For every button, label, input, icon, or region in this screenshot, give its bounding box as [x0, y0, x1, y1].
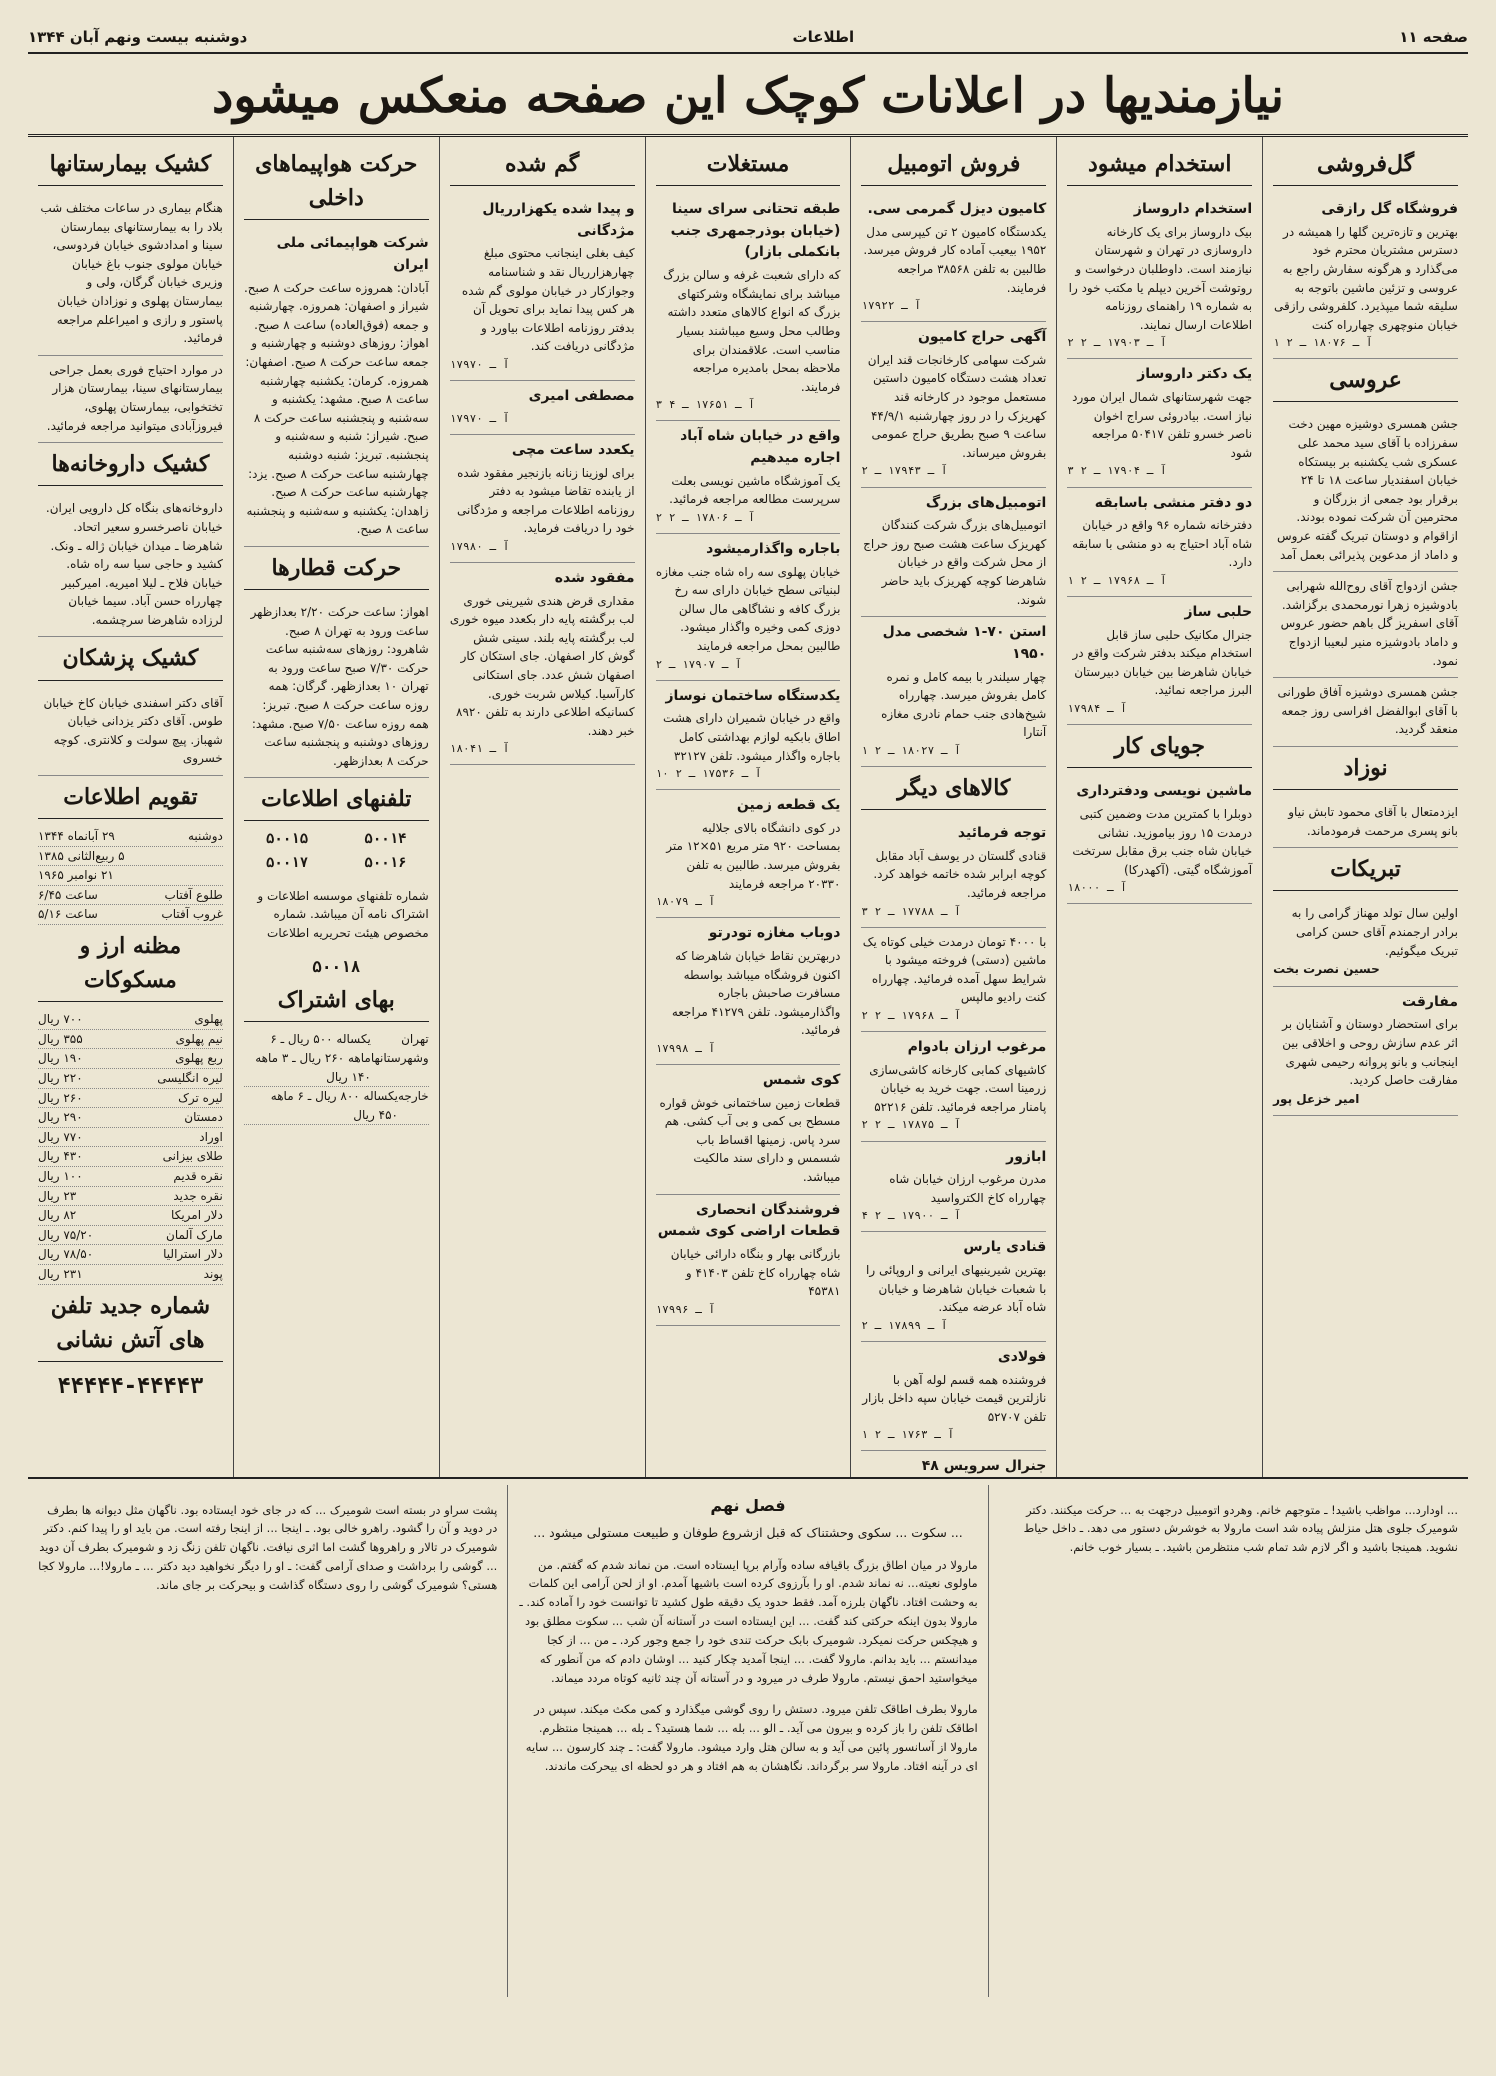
ad-text: دوبلرا با کمترین مدت وضمین کتبی درمدت ۱۵ روز بیاموزید. نشانی خیابان شاه جنب برق مقابل سرتخت آموزشگاه گیتی. (آکهدرکا)	[1072, 806, 1253, 877]
section-heading: مظنه ارز و مسکوکات	[38, 929, 223, 1002]
classified-ad	[450, 563, 635, 765]
classified-ad	[1273, 678, 1458, 747]
ad-title: کامیون دیزل گمرمی سی.	[867, 201, 1047, 218]
ad-code: آ ـ ۱۷۹۴۳ ـ ۲	[861, 464, 948, 478]
rates-row	[38, 1069, 223, 1089]
ad-code: آ ـ ۱۷۹۸۴	[1067, 702, 1127, 716]
ad-code: آ ـ ۱۷۸۰۶ ـ ۲ ۲	[655, 510, 755, 524]
ad-title: اتومبیل‌های بزرگ	[925, 494, 1047, 511]
serial-body-center: مارولا در میان اطاق بزرگ باقیافه ساده وآرام برپا ایستاده است. من نماند شدم که گفتم. من ماولوی نعیته... نه نماند شدم. او را بآرزوی کرده است باشیها آمدم. او از لحن آرامی این کلمات به وحشت افتاد. ناگهان بلرزه آمد. فقط حدود یک دقیقه طول کشید تا توانست خود را آماده کند. ـ مارولا بدون اینکه حرکتی کند گفت. ... این ایستاده است در آستانه آن شب ... سکوت مطلق بود و هیچکس حرکت نمیکرد. شومیرک بابک حرکت تندی خود را جمع وجور کرد. ـ من ... از کجا میدانستم ... باید بدانم. مارولا گفت. ... اینجا آمدید چکار کنید ... اوشان دادم که من آنطور که میخواستید احمق نیستم. مارولا طرف در میرود و در آستانه آن چند ثانیه کوتاه مردد میماند.	[519, 1557, 978, 1686]
row-value: یکساله ۵۰۰ ریال ـ ۶ ماهه ۲۶۰ ریال ـ ۳ ماهه ۱۴۰ ریال	[255, 1032, 371, 1084]
ad-text: قنادی گلستان در یوسف آباد مقابل کوچه ابرابر شده خاتمه خواهد کرد. مراجعه فرمائید.	[873, 848, 1047, 900]
classified-column	[645, 137, 851, 1477]
rates-row	[38, 1049, 223, 1069]
ad-title: ماشین نویسی ودفترداری	[1076, 783, 1253, 800]
classified-ad	[656, 790, 841, 918]
ad-title: طبقه تحتانی سرای سینا (خیابان بوذرجمهری جنب بانکملی بازار)	[670, 201, 841, 261]
row-label: دلار استرالیا	[163, 1247, 223, 1262]
classified-ad	[656, 1195, 841, 1326]
classified-ad	[656, 194, 841, 421]
classified-ad	[861, 1032, 1046, 1142]
rates-row	[38, 1226, 223, 1246]
row-label: دمستان	[184, 1110, 223, 1125]
header-strip	[28, 28, 1468, 54]
ad-title: دو دفتر منشی باسابقه	[1094, 494, 1253, 511]
ad-code: آ ـ ۱۷۸۹۹ ـ ۲	[861, 1318, 948, 1332]
ad-title: و پیدا شده یکهزارریال مژدگانی	[482, 201, 635, 239]
classified-ad	[861, 818, 1046, 928]
classified-ad	[656, 534, 841, 681]
ad-text: جهت شهرستانهای شمال ایران مورد نیاز است. بیادروئی سراج اخوان ناصر خسرو تلفن ۵۰۴۱۷ مراجعه شود	[1072, 390, 1253, 460]
classified-column	[439, 137, 645, 1477]
ad-text: هنگام بیماری در ساعات مختلف شب بلاد را به بیمارستانهای بیمارستان سینا و امدادشوی خیابان فردوسی، خیابان مولوی جنوب باغ خیابان وزیری خیابان گرگان، ولی و بیمارستان پهلوی و نوزادان خیابان پاستور و رازی و امیراعلم مراجعه فرمائید.	[40, 201, 223, 346]
rates-row	[38, 1265, 223, 1285]
ad-title: کوی شمس	[762, 1072, 841, 1088]
ad-title: واقع در خیابان شاه آباد اجاره میدهیم	[680, 428, 841, 467]
ad-text: خیابان پهلوی سه راه شاه جنب مغازه لبنیاتی سطح خیابان دارای سه رخ بزرگ کافه و نشاگاهی مال سالن دوزی کمی وخیره واگذار میشود. طالبین بمحل مراجعه فرمایند	[655, 564, 841, 654]
classified-ad	[861, 322, 1046, 487]
serial-col-right	[988, 1485, 1468, 1997]
ad-title: آگهی حراج کامیون	[917, 329, 1047, 346]
row-label: دلار امریکا	[171, 1208, 223, 1223]
row-label: پهلوی	[194, 1012, 223, 1027]
row-value: ۲۹ آبانماه ۱۳۴۴	[37, 829, 115, 844]
ad-text: ایزدمتعال با آقای محمود تابش نیاو بانو پسری مرحمت فرمودماند.	[1288, 805, 1458, 838]
page-number: صفحه ۱۱	[1399, 28, 1468, 46]
section-heading: کالاهای دیگر	[861, 771, 1046, 810]
classified-ad	[38, 689, 223, 776]
section-heading: تلفنهای اطلاعات	[244, 782, 429, 821]
row-value: ۲۱ نوامبر ۱۹۶۵	[37, 868, 114, 883]
ad-text: فروشنده همه قسم لوله آهن با نازلترین قیمت خیابان سپه داخل بازار تلفن ۵۲۷۰۷	[862, 1372, 1047, 1424]
phone-number: ۵۰۰۱۵	[265, 831, 309, 848]
calendar-row	[38, 827, 223, 847]
calendar-row	[38, 886, 223, 906]
classified-ad	[450, 194, 635, 381]
ad-title: یکدستگاه ساختمان نوساز	[665, 687, 841, 704]
section-heading: کشیک پزشکان	[38, 641, 223, 680]
classified-column	[1056, 137, 1262, 1477]
classified-ad	[656, 421, 841, 534]
ad-text: بازرگانی بهار و بنگاه دارائی خیابان شاه چهارراه کاخ تلفن ۴۱۴۰۳ و ۴۵۳۸۱	[670, 1247, 841, 1299]
ad-code: آ ـ ۱۷۶۳ ـ ۲ ۱	[861, 1428, 955, 1442]
rates-row	[38, 1245, 223, 1265]
row-value: ۵ ربیع‌الثانی ۱۳۸۵	[37, 848, 125, 863]
ad-text: بهترین شیرینیهای ایرانی و اروپائی را با شعبات خیابان شاهرضا و خیابان شاه آباد عرضه میکند.	[866, 1263, 1047, 1315]
classified-ad	[1067, 359, 1252, 487]
classified-ad	[244, 598, 429, 778]
row-label: نیم پهلوی	[175, 1031, 223, 1046]
row-value: ۲۳۱ ریال	[37, 1266, 83, 1281]
row-value: ۷۸/۵۰ ریال	[37, 1247, 94, 1262]
row-value: ۴۳۰ ریال	[37, 1149, 83, 1164]
section-heading: کشیک بیمارستانها	[38, 147, 223, 186]
ad-signature: حسین نصرت بخت	[1273, 962, 1380, 977]
ad-title: یک دکتر داروساز	[1137, 366, 1253, 383]
rates-row	[38, 1010, 223, 1030]
ad-code: آ ـ ۱۷۹۰۷ ـ ۲	[655, 657, 742, 671]
row-label: نقره جدید	[173, 1188, 223, 1203]
classified-ad	[861, 194, 1046, 322]
ad-code: آ ـ ۱۷۸۷۵ ـ ۲ ۲	[861, 1118, 961, 1132]
fire-dept-number: ۴۴۴۴۴-۴۴۴۴۳	[57, 1373, 204, 1399]
ad-text: اهواز: ساعت حرکت ۲/۲۰ بعدازظهر ساعت ورود به تهران ۸ صبح. شاهرود: روزهای سه‌شنبه ساعت حرکت ۷/۳۰ صبح ساعت ورود به تهران ۱۰ بعدازظهر. گرگان: همه روزه ساعت حرکت ۸ صبح. تبریز: همه روزه ساعت ۷/۵۰ صبح. مشهد: روزهای دوشنبه و پنجشنبه ساعت حرکت ۸ بعدازظهر.	[250, 604, 429, 768]
section-heading: تقویم اطلاعات	[38, 780, 223, 819]
ad-code: آ ـ ۱۷۹۰۴ ـ ۲ ۳	[1067, 464, 1167, 478]
classified-ad	[1067, 776, 1252, 904]
rates-row	[38, 1206, 223, 1226]
row-label: طلوع آفتاب	[164, 887, 223, 902]
classified-ad	[38, 356, 223, 443]
ad-text: یکدستگاه کامیون ۲ تن کیپرسی مدل ۱۹۵۲ بیعیب آماده کار فروش میرسد. طالبین به تلفن ۳۸۵۶۸ مراجعه فرمایند.	[863, 224, 1047, 295]
classified-ad	[656, 681, 841, 791]
classified-column	[233, 137, 439, 1477]
row-label: پوند	[203, 1266, 223, 1281]
banner-headline: نیازمندیها در اعلانات کوچک این صفحه منعکس میشود	[28, 54, 1468, 137]
ad-title: دوباب مغازه تودرتو	[708, 925, 841, 942]
calendar-table	[38, 827, 223, 925]
ad-title: فروشگاه گل رازقی	[1321, 201, 1458, 218]
row-value: ۳۵۵ ریال	[37, 1031, 83, 1046]
ad-signature: امیر خزعل پور	[1273, 1091, 1360, 1106]
ad-title: یک قطعه زمین	[736, 797, 841, 814]
rates-row	[38, 1030, 223, 1050]
ad-text: بیک داروساز برای یک کارخانه داروسازی در تهران و شهرستان نیازمند است. داوطلبان درخواست و روتوشت آخرین دیپلم یا مکتب خود را به شماره ۱۹ راهنمای روزنامه اطلاعات ارسال نمایند.	[1068, 224, 1253, 332]
calendar-row	[38, 847, 223, 867]
classified-column	[850, 137, 1056, 1477]
row-value: یکساله ۸۰۰ ریال ـ ۶ ماهه ۴۵۰ ریال	[270, 1089, 398, 1122]
row-value: ۷۵/۲۰ ریال	[37, 1227, 94, 1242]
serial-body-right: مارولا بطرف اطاقک تلفن میرود. دستش را روی گوشی میگذارد و کمی مکث میکند. سپس در اطاقک تلفن را باز کرده و بیرون می آید. ـ الو ... بله ... شما هستید؟ ـ بله ... همینجا منتظرم. مارولا از آسانسور پائین می آید و به سالن هتل وارد میشود. مارولا گفت: ـ چند کارسون ... سایه ای در آینه افتاد. مارولا سر برگرداند. نگاهشان به هم افتاد و هر دو لحظه ای بیحرکت ماندند.	[525, 1701, 978, 1773]
ad-text: جشن همسری دوشیزه مهین دخت سفرزاده با آقای سید محمد علی عسکری شب یکشنبه بر بیستکاه خیابان اسفندیار ساعت ۱۸ تا ۲۴ برقرار بود جمعی از بزرگان و محترمین آن شرکت نموده بودند. ازاقوام و دوستان تبریک گفته عروس و داماد از مدعوین پذیرائی بعمل آمد	[1276, 417, 1458, 562]
row-label: طلای بیزانی	[162, 1149, 223, 1164]
ad-text: مدرن مرغوب ارزان خیابان شاه چهارراه کاخ الکترواسید	[889, 1172, 1047, 1205]
ad-text: یک آموزشگاه ماشین نویسی بعلت سرپرست مطالعه مراجعه فرمائید.	[669, 473, 841, 507]
ad-code: آ ـ ۱۷۹۶۸ ـ ۲ ۱	[1067, 573, 1167, 587]
ad-text: با ۴۰۰۰ تومان درمدت خیلی کوتاه یک ماشین (دستی) فروخته میشود با شرایط سهل آمده فرمائید. چهارراه کنت رادیو مالپس	[862, 934, 1047, 1005]
ad-text: کیف بغلی اینجانب محتوی مبلغ چهارهزارریال نقد و شناسنامه وجوازکار در خیابان مولوی گم شده هر کس پیدا نماید برای تحویل آن بدفتر روزنامه اطلاعات بیاورد و مژدگانی دریافت کند.	[461, 246, 635, 354]
calendar-row	[38, 866, 223, 886]
ad-text: اتومبیل‌های بزرگ شرکت کنندگان کهریزک ساعت هشت صبح روز حراج از محل شرکت واقع در خیابان شاهرضا کوچه کهریزک باید حاضر شوند.	[863, 518, 1047, 607]
ad-code: آ ـ ۱۸۰۷۶ ـ ۲ ۱	[1273, 336, 1373, 350]
ad-code: آ ـ ۱۷۹۷۰	[449, 358, 510, 372]
classified-ad	[861, 1451, 1046, 1477]
row-label: مارک آلمان	[166, 1227, 223, 1242]
issue-date: دوشنبه بیست ونهم آبان ۱۳۴۴	[28, 28, 248, 46]
ad-text: آقای دکتر اسفندی خیابان کاخ خیابان طوس. آقای دکتر یزدانی خیابان شهباز. پیچ سولت و کلانتری. کوچه خسروی	[43, 695, 223, 766]
section-heading: حرکت هواپیماهای داخلی	[244, 147, 429, 220]
section-heading: عروسی	[1273, 363, 1458, 402]
ad-text: کاشیهای کمابی کارخانه کاشی‌سازی زرمینا است. جهت خرید به خیابان پامنار مراجعه فرمائید. تلفن ۵۲۲۱۶	[869, 1062, 1047, 1114]
classified-ad	[1273, 899, 1458, 986]
ad-text: برای استحضار دوستان و آشنایان بر اثر عدم سازش روحی و اخلاقی بین اینجانب و بانو پروانه رحیمی شهری مفارقت حاصل کردید.	[1282, 1017, 1458, 1088]
classified-ad	[450, 381, 635, 435]
classified-columns	[28, 137, 1468, 1479]
serial-title: فصل نهم	[710, 1496, 786, 1515]
editorial-phone: ۵۰۰۱۸	[312, 956, 361, 976]
ad-title: استن ۷۰-۱ شخصی مدل ۱۹۵۰	[882, 624, 1047, 662]
ad-title: فولادی	[997, 1348, 1047, 1365]
ad-code: آ ـ ۱۸۰۲۷ ـ ۲ ۱	[861, 743, 961, 757]
section-heading: گل‌فروشی	[1273, 147, 1458, 186]
rates-row	[38, 1089, 223, 1109]
ad-code: آ ـ ۱۷۷۸۸ ـ ۲ ۳	[861, 904, 961, 918]
row-value: ۲۶۰ ریال	[37, 1090, 83, 1105]
paper-name: اطلاعات	[792, 28, 855, 46]
ad-code: آ ـ ۱۷۹۹۸	[655, 1041, 716, 1055]
serial-body-left: پشت سراو در بسته است شومیرک ... که در جای خود ایستاده بود. ناگهان مثل دیوانه ها بطرف در دوید و آن را گشود. راهرو خالی بود. ـ اینجا ... از اینجا رفته است. من باید او را پیدا کنم. دکتر شومیرک در تالار و راهروها گشت اما اثری نیافت. ناگهان تلفن زنگ زد و شومیرک بطرف آن دوید ... گوشی را برداشت و صدای آرامی گفت: ـ او را دیگر نخواهید دید دکتر ... ـ مارولا!... مارولا کجا هستی؟ شومیرک گوشی را روی دستگاه گذاشت و بیحرکت بر جای ماند.	[38, 1502, 498, 1593]
classified-ad	[450, 435, 635, 563]
ad-text: مقداری قرض هندی شیرینی خوری لب برگشته پایه دار بکعدد میوه خوری لب برگشته پایه بلند. سینی شش گوش کار اصفهان. جای استکان کار اصفهان شش عدد. جای استکانی کارآسیا. کیلاس شربت خوری. کسانیکه اطلاعی دارند به تلفن ۸۹۲۰ خبر دهند.	[449, 593, 635, 738]
section-heading: مستغلات	[656, 147, 841, 186]
rates-row	[38, 1128, 223, 1148]
section-heading: استخدام میشود	[1067, 147, 1252, 186]
ad-text: دربهترین نقاط خیابان شاهرضا که اکنون فروشگاه میباشد بواسطه مسافرت صاحبش باجاره واگذارمیشود. تلفن ۴۱۲۷۹ مراجعه فرمائید.	[671, 948, 841, 1038]
classified-ad	[1273, 410, 1458, 572]
row-label: خارجه	[397, 1089, 429, 1104]
row-value: ساعت ۵/۱۶	[37, 907, 98, 922]
serial-intro: ... اودارد... مواظب باشید! ـ متوجهم خانم. وهردو اتومبیل درجهت به ... حرکت میکنند. دکتر شومیرک جلوی هتل منزلش پیاده شد است مارولا به خوشرش دستور می دهد. ـ داخل حیاط نشوید. همینجا باشید و اگر لازم شد تمام شب منتظرمن باشید. ـ بسیار خوب خانم.	[1023, 1502, 1458, 1555]
ad-title: حلبی ساز	[1184, 604, 1253, 621]
ad-text: بهترین و تازه‌ترین گلها را همیشه در دسترس مشتریان محترم خود می‌گذارد و هرگونه سفارش راجع به عروسی و تزئین ماشین باتوجه به سلیقه شما میپذیرد. کلفروشی رازقی خیابان منوچهری چهارراه کنت	[1273, 224, 1458, 332]
ad-code: آ ـ ۱۷۹۶۸ ـ ۲ ۲	[861, 1008, 961, 1022]
ad-text: داروخانه‌های بنگاه کل دارویی ایران. خیابان ناصرخسرو سعیر اتحاد. شاهرضا ـ میدان خیابان ژاله ـ ونک. کشید و حاجی سیا سه راه شاه. خیابان فلاح ـ لیلا امیریه. امیرکبیر چهارراه حسن آباد. سیما خیابان لرزاده شاهرضا سرچشمه.	[45, 501, 223, 627]
ad-text: جشن همسری دوشیزه آفاق طورانی با آقای ابوالفضل افراسی روز جمعه منعقد گردید.	[1277, 685, 1458, 737]
ad-text: جنرال مکانیک حلبی ساز قابل استخدام میکند بدفتر شرکت واقع در خیابان شاهرضا بین خیابان دبیرستان البرز مراجعه نمائید.	[1072, 627, 1253, 698]
section-heading: نوزاد	[1273, 751, 1458, 790]
ad-code: آ ـ ۱۷۹۷۰	[449, 411, 510, 425]
classified-ad	[656, 918, 841, 1065]
row-value: ساعت ۶/۴۵	[37, 887, 98, 902]
ad-text: که دارای شعبت غرفه و سالن بزرگ میباشد برای نمایشگاه وشرکتهای بزرگ که انواع کالاهای متعدد داشته وطالب محل وسیع میباشند بسیار مناسب است. علاقمندان برای ملاحظه بمحل بامدیره مراجعه فرمایند.	[663, 268, 841, 394]
classified-ad	[1067, 488, 1252, 598]
section-heading: جویای کار	[1067, 729, 1252, 768]
ad-code: آ ـ ۱۷۹۸۰	[449, 539, 510, 553]
ad-title: یکعدد ساعت مچی	[511, 441, 635, 458]
row-label: اوراد	[199, 1129, 223, 1144]
classified-ad	[861, 928, 1046, 1032]
row-value: ۲۳ ریال	[37, 1188, 77, 1203]
serial-col-center	[507, 1485, 987, 1997]
section-heading: کشیک داروخانه‌ها	[38, 447, 223, 486]
ad-code: آ ـ ۱۷۹۲۲	[861, 299, 922, 313]
ad-text: اولین سال تولد مهناز گرامی را به برادر ارجمندم آقای حسن کرامی تبریک میگوئیم.	[1291, 906, 1458, 958]
row-label: تهران وشهرستانها	[370, 1032, 429, 1066]
classified-column	[1262, 137, 1468, 1477]
classified-ad	[38, 494, 223, 637]
rates-table	[38, 1010, 223, 1284]
ad-code: آ ـ ۱۷۹۰۳ ـ ۲ ۲	[1067, 336, 1167, 350]
ad-code: آ ـ ۱۸۰۰۰	[1067, 881, 1127, 895]
phone-note: شماره تلفنهای موسسه اطلاعات و اشتراک نامه آن میباشد. شماره مخصوص هیئت تحریریه اطلاعات	[257, 888, 429, 940]
section-heading: تبریکات	[1273, 852, 1458, 891]
phone-number: ۵۰۰۱۷	[265, 855, 309, 872]
ad-text: قطعات زمین ساختمانی خوش قواره مسطح بی کمی و بی آب کشی. هم سرد پاس. زمینها اقساط باب شسمس و دارای سند مالکیت میباشد.	[659, 1095, 841, 1185]
classified-ad	[1273, 798, 1458, 848]
ad-title: توجه فرمائید	[957, 825, 1047, 842]
row-value: ۱۹۰ ریال	[37, 1051, 83, 1066]
section-heading: فروش اتومبیل	[861, 147, 1046, 186]
row-label: غروب آفتاب	[161, 907, 223, 922]
classified-ad	[861, 488, 1046, 618]
section-heading: شماره جدید تلفن های آتش نشانی	[38, 1289, 223, 1362]
classified-ad	[1067, 194, 1252, 359]
classified-ad	[1273, 987, 1458, 1117]
classified-ad	[1273, 194, 1458, 359]
ad-code: آ ـ ۱۷۹۹۶	[655, 1302, 716, 1316]
ad-title: قنادی یارس	[963, 1239, 1047, 1256]
classified-ad	[656, 1065, 841, 1195]
section-heading: گم شده	[450, 147, 635, 186]
calendar-row	[38, 905, 223, 925]
row-value: ۷۰۰ ریال	[37, 1012, 83, 1027]
section-heading: حرکت قطارها	[244, 551, 429, 590]
classified-ad	[861, 1342, 1046, 1452]
classified-ad	[861, 1142, 1046, 1233]
ad-title: شرکت هواپیمائی ملی ایران	[276, 235, 429, 273]
ad-title: مرغوب ارزان بادوام	[907, 1038, 1047, 1055]
row-value: ۸۲ ریال	[37, 1208, 77, 1223]
ad-title: جنرال سرویس ۴۸	[921, 1458, 1047, 1475]
subscription-table	[244, 1030, 429, 1125]
ad-text: واقع در خیابان شمیران دارای هشت اطاق بابکیه لوازم بهداشتی کامل باجاره واگذار میشود. تلفن ۳۲۱۲۷	[663, 711, 841, 763]
ad-text: دفترخانه شماره ۹۶ واقع در خیابان شاه آباد احتیاج به دو منشی با سابقه دارد.	[1072, 518, 1253, 570]
row-value: ۱۰۰ ریال	[37, 1168, 83, 1183]
row-value: ۲۲۰ ریال	[37, 1070, 83, 1085]
row-label: لیره انگلیسی	[157, 1070, 223, 1085]
ad-title: مفقود شده	[554, 569, 635, 586]
classified-ad	[1273, 572, 1458, 678]
row-label: لیره ترک	[178, 1090, 223, 1105]
row-value: ۲۹۰ ریال	[37, 1110, 83, 1125]
rates-row	[38, 1187, 223, 1207]
ad-text: چهار سیلندر با بیمه کامل و نمره کامل بفروش میرسد. چهارراه شیخ‌هادی جنب حمام نادری مغازه آنتارا	[881, 669, 1047, 740]
ad-title: فروشندگان انحصاری قطعات اراضی کوی شمس	[657, 1201, 841, 1240]
serial-col-left	[28, 1485, 507, 1997]
phone-number: ۵۰۰۱۶	[364, 855, 407, 872]
ad-code: آ ـ ۱۷۶۵۱ ـ ۴ ۳	[655, 398, 755, 412]
ad-title: استخدام داروساز	[1133, 201, 1253, 218]
subscription-row	[244, 1087, 429, 1125]
ad-text: برای لوزینا زنانه بازنجیر مفقود شده از یابنده تقاضا میشود به دفتر روزنامه اطلاعات مراجعه و مژدگانی خود را دریافت فرماید.	[456, 465, 635, 536]
ad-code: آ ـ ۱۸۰۷۹	[655, 895, 716, 909]
ad-text: آبادان: همروزه ساعت حرکت ۸ صبح. شیراز و اصفهان: همروزه. چهارشنبه و جمعه (فوق‌العاده) ساعت ۸ صبح. اهواز: روزهای دوشنبه و چهارشنبه و جمعه ساعت حرکت ۸ صبح. اصفهان: همروزه. کرمان: یکشنبه چهارشنبه ساعت ۸ صبح. مشهد: یکشنبه و سه‌شنبه و پنجشنبه ساعت حرکت ۸ صبح. شیراز: شنبه و سه‌شنبه و پنجشنبه. تبریز: شنبه دوشنبه چهارشنبه ساعت حرکت ۸ صبح. یزد: چهارشنبه ساعت حرکت ۸ صبح. زاهدان: یکشنبه و سه‌شنبه و پنجشنبه ساعت ۸ صبح.	[243, 280, 429, 537]
ad-title: ابازور	[1006, 1148, 1047, 1165]
subscription-row	[244, 1030, 429, 1087]
classified-ad	[861, 1232, 1046, 1342]
row-value: ۷۷۰ ریال	[37, 1129, 83, 1144]
row-label: ربع پهلوی	[175, 1051, 223, 1066]
rates-row	[38, 1108, 223, 1128]
ad-text: جشن ازدواج آقای روح‌الله شهرابی بادوشیزه زهرا نورمحمدی برگزاشد. آقای اسفریز گل باهم حضور عروس و داماد بادوشیزه منیر لبعیبا ازدواج نمود.	[1280, 579, 1458, 668]
classified-ad	[1067, 597, 1252, 725]
ad-code: آ ـ ۱۷۹۰۰ ـ ۲ ۴	[861, 1209, 961, 1223]
classified-ad	[38, 194, 223, 356]
classified-column	[28, 137, 233, 1477]
row-label: دوشنبه	[187, 829, 223, 844]
newspaper-page	[28, 28, 1468, 2018]
section-heading: بهای اشتراک	[244, 983, 429, 1022]
ad-title: باجاره واگذارمیشود	[706, 540, 841, 557]
row-label: نقره قدیم	[173, 1168, 223, 1183]
classified-ad	[861, 617, 1046, 767]
phone-number: ۵۰۰۱۴	[364, 831, 407, 848]
ad-text: شرکت سهامی کارخانجات قند ایران تعداد هشت دستگاه کامیون داستین مستعمل موجود در کارخانه قند کهریزک را در روز چهارشنبه ۴۴/۹/۱ ساعت ۹ صبح بطریق حراج عمومی بفروش میرساند.	[867, 352, 1047, 460]
ad-text: در کوی دانشگاه بالای جلالیه بمساحت ۹۲۰ متر مربع ۵۱×۱۲ متر بفروش میرسد. طالبین به تلفن ۲۰۳۳۰ مراجعه فرمایند	[666, 820, 841, 891]
rates-row	[38, 1167, 223, 1187]
serial-subtitle: ... سکوت ... سکوی وحشتناک که قبل ازشروع طوفان و طبیعت مستولی میشود ...	[533, 1525, 963, 1541]
ad-text: در موارد احتیاج فوری بعمل جراحی بیمارستانهای سینا، بیمارستان هزار تختخوابی، بیمارستان پهلوی، فیروزآبادی میتوانید مراجعه فرمائید.	[46, 362, 223, 433]
ad-code: آ ـ ۱۸۰۴۱	[449, 742, 510, 756]
phone-grid	[244, 829, 429, 874]
serial-story	[28, 1479, 1468, 1997]
ad-code: آ ـ ۱۷۵۳۶ ـ ۲ ۱۰	[655, 767, 762, 781]
rates-row	[38, 1147, 223, 1167]
ad-title: مفارقت	[1401, 993, 1458, 1010]
ad-title: مصطفی امیری	[528, 388, 635, 405]
classified-ad	[244, 228, 429, 547]
